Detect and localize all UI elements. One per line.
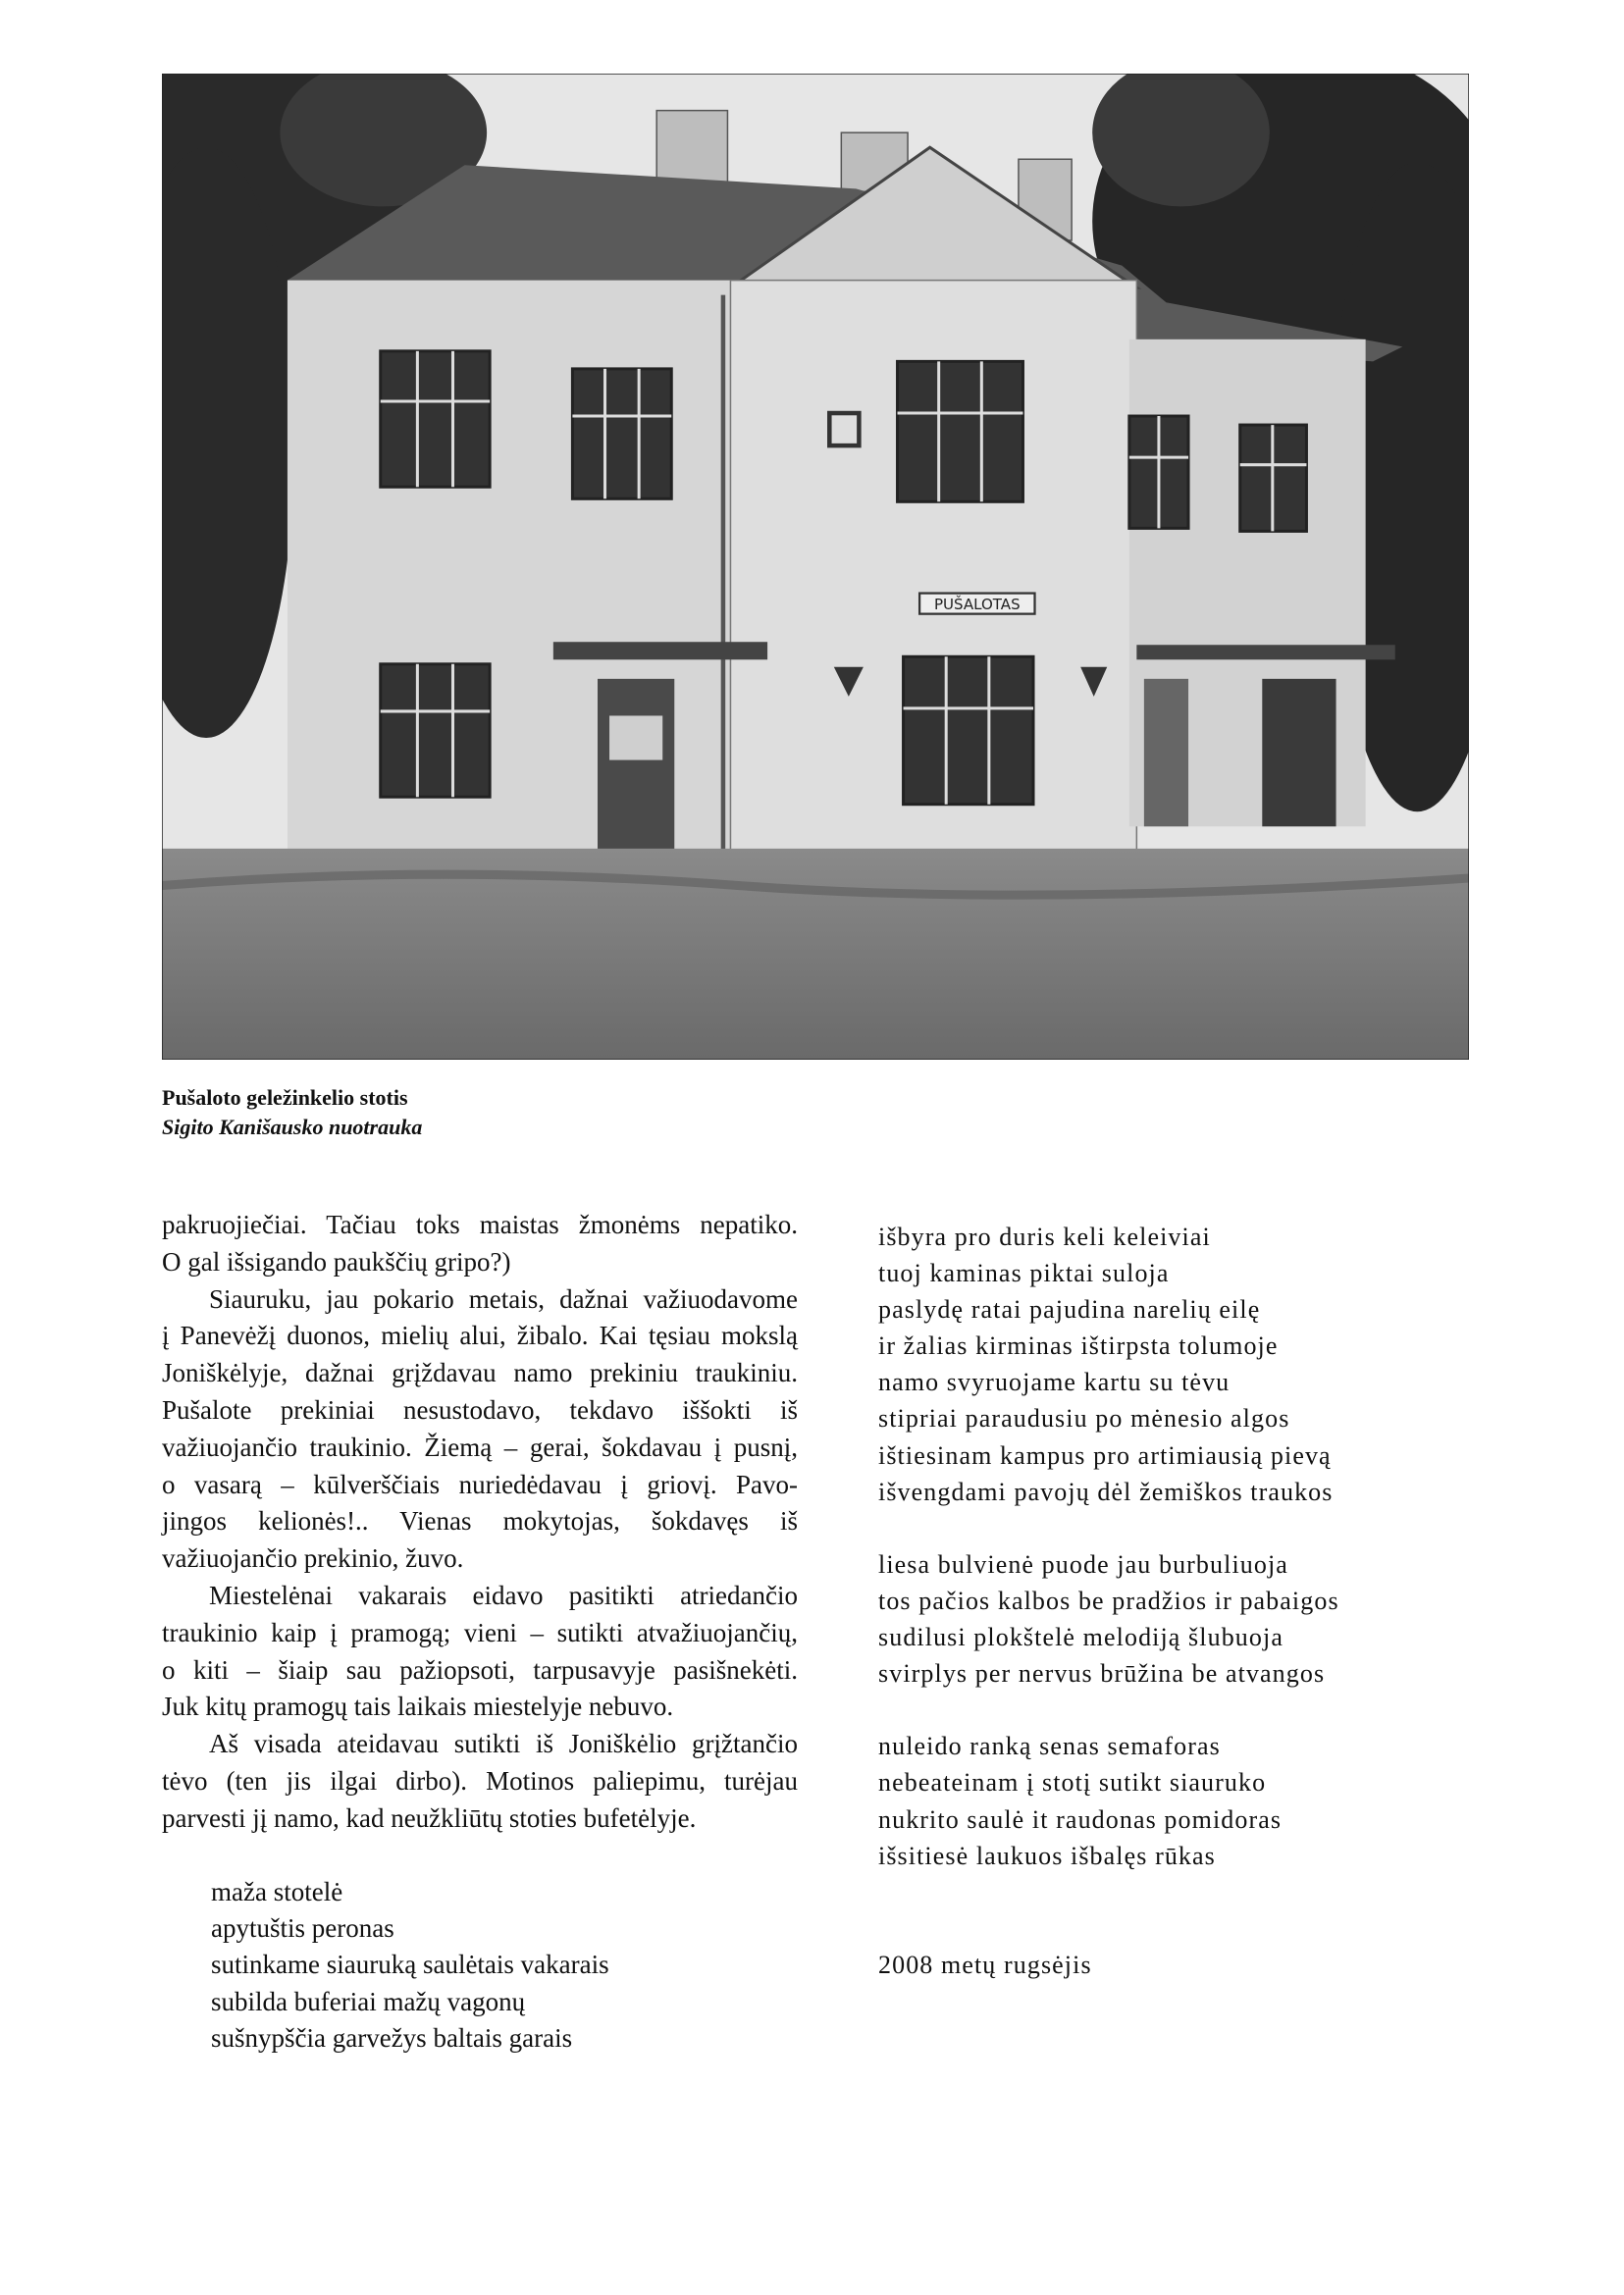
prose-line: važiuojančio traukinio. Žiemą – gerai, šokdavau į pusnį, <box>162 1432 798 1462</box>
left-column-prose <box>162 1207 798 1838</box>
poem-line: nebeateinam į stotį sutikt siauruko <box>878 1768 1267 1798</box>
poem-line: svirplys per nervus brūžina be atvangos <box>878 1659 1326 1689</box>
poem-line: ir žalias kirminas ištirpsta tolumoje <box>878 1331 1279 1361</box>
station-photo <box>162 74 1469 1060</box>
poem-line <box>878 1692 1339 1728</box>
poem-line: stipriai paraudusiu po mėnesio algos <box>878 1404 1290 1434</box>
poem-line: išsitiesė laukuos išbalęs rūkas <box>878 1841 1216 1870</box>
poem-line: namo svyruojame kartu su tėvu <box>878 1368 1231 1397</box>
prose-line: Juk kitų pramogų tais laikais miestelyje nebuvo. <box>162 1692 674 1722</box>
prose-line: važiuojančio prekinio, žuvo. <box>162 1543 464 1574</box>
photo-caption-credit: Sigito Kanišausko nuotrauka <box>162 1115 423 1139</box>
poem-line: nukrito saulė it raudonas pomidoras <box>878 1804 1283 1834</box>
poem-line: sudilusi plokštelė melodiją šlubuoja <box>878 1623 1283 1652</box>
poem-line: subilda buferiai mažų vagonų <box>211 1986 526 2016</box>
poem-line: apytuštis peronas <box>211 1913 394 1944</box>
right-column-poem <box>878 1219 1339 1983</box>
prose-line: jingos kelionės!.. Vienas mokytojas, šokdavęs iš <box>162 1506 798 1537</box>
left-column-poem <box>211 1874 609 2057</box>
door-right <box>1262 679 1336 826</box>
canopy-right <box>1136 645 1394 659</box>
door-left <box>598 679 674 868</box>
poem-line: išbyra pro duris keli keleiviai <box>878 1223 1211 1251</box>
prose-line: Miestelėnai vakarais eidavo pasitikti atriedančio <box>209 1580 798 1610</box>
prose-line: Joniškėlyje, dažnai grįždavau namo prekiniu traukiniu. <box>162 1358 798 1388</box>
poem-line: tos pačios kalbos be pradžios ir pabaigos <box>878 1586 1339 1615</box>
poem-line: sutinkame siauruką saulėtais vakarais <box>211 1950 609 1980</box>
poem-line: maža stotelė <box>211 1877 343 1906</box>
poem-date: 2008 metų rugsėjis <box>878 1950 1092 1979</box>
poem-line: paslydę ratai pajudina narelių eilę <box>878 1295 1261 1325</box>
poem-line: liesa bulvienė puode jau burbuliuoja <box>878 1549 1288 1579</box>
prose-line: parvesti jį namo, kad neužkliūtų stoties bufetėlyje. <box>162 1802 697 1833</box>
prose-line: traukinio kaip į pramogą; vieni – sutikti atvažiuojančių, <box>162 1617 798 1647</box>
station-sign-text: PUŠALOTAS <box>933 596 1021 614</box>
poem-line <box>878 1910 1339 1947</box>
canopy-left <box>553 642 767 659</box>
poem-line: išvengdami pavojų dėl žemiškos traukos <box>878 1477 1334 1506</box>
prose-line: Aš visada ateidavau sutikti iš Joniškėlio grįžtančio <box>209 1729 798 1759</box>
prose-line: o kiti – šiaip sau pažiopsoti, tarpusavyje pasišnekėti. <box>162 1654 798 1685</box>
poem-line: nuleido ranką senas semaforas <box>878 1732 1221 1761</box>
prose-line: Siauruku, jau pokario metais, dažnai važiuodavome <box>209 1283 798 1314</box>
poem-line: tuoj kaminas piktai suloja <box>878 1259 1170 1288</box>
prose-line: pakruojiečiai. Tačiau toks maistas žmonėms nepatiko. <box>162 1210 798 1239</box>
poem-line <box>878 1874 1339 1910</box>
prose-line: O gal išsigando paukščių gripo?) <box>162 1246 511 1277</box>
prose-line: tėvo (ten jis ilgai dirbo). Motinos paliepimu, turėjau <box>162 1765 798 1796</box>
prose-line: Pušalote prekiniai nesustodavo, tekdavo iššokti iš <box>162 1394 798 1425</box>
prose-line: į Panevėžį duonos, mielių alui, žibalo. Kai tęsiau mokslą <box>162 1321 798 1351</box>
prose-line: o vasarą – kūlverščiais nuriedėdavau į griovį. Pavo- <box>162 1469 798 1499</box>
grass <box>162 849 1469 1060</box>
poem-line: ištiesinam kampus pro artimiausią pievą <box>878 1440 1332 1470</box>
poem-line <box>878 1510 1339 1546</box>
photo-caption-title: Pušaloto geležinkelio stotis <box>162 1085 408 1110</box>
poem-line: sušnypščia garvežys baltais garais <box>211 2022 573 2053</box>
